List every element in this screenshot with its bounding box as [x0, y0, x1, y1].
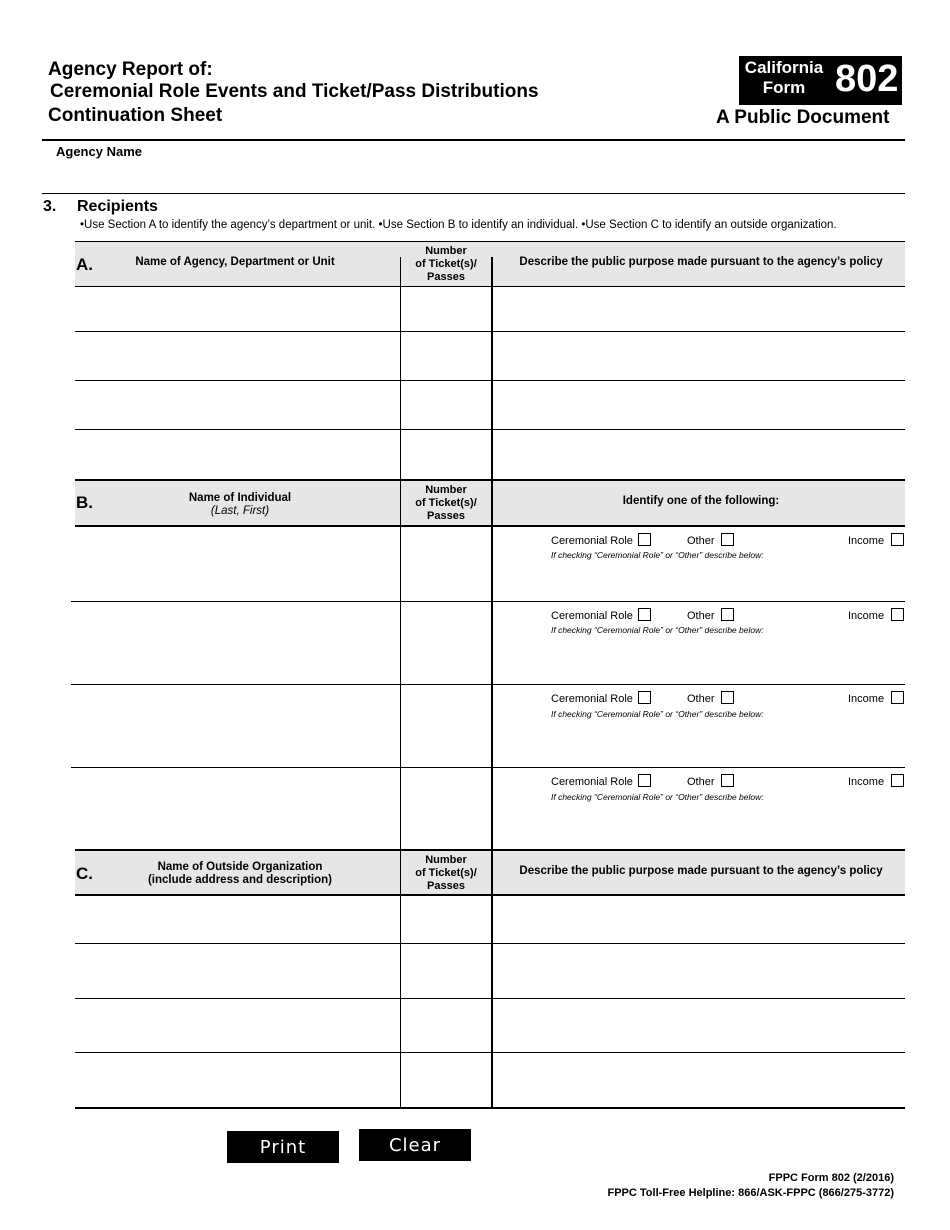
section-a-name-input[interactable] — [78, 335, 400, 379]
recipients-instructions: •Use Section A to identify the agency’s department or unit. •Use Section B to identify an individual. •Use Section C to identify an outside organization. — [80, 219, 837, 231]
row-rule — [71, 684, 905, 685]
section-b-col1-header — [100, 492, 380, 518]
form-title-line2: Ceremonial Role Events and Ticket/Pass Distributions — [50, 81, 539, 102]
agency-name-label: Agency Name — [56, 144, 142, 159]
header-rule — [42, 139, 905, 141]
income-label: Income — [848, 535, 885, 547]
section-a-tickets-input[interactable] — [404, 335, 492, 379]
col2-line1: Number — [425, 854, 467, 866]
col1-line2 — [100, 505, 380, 518]
other-checkbox[interactable] — [721, 691, 734, 704]
section-c-header-rule — [75, 894, 905, 896]
form-number: 802 — [835, 58, 899, 100]
row-rule — [71, 767, 905, 768]
ceremonial-role-label: Ceremonial Role — [551, 610, 633, 622]
col1-line1: Name of Individual — [188, 492, 292, 504]
other-label: Other — [687, 610, 715, 622]
col2-line2: of Ticket(s)/ — [415, 497, 477, 509]
section-a-purpose-input[interactable] — [497, 335, 905, 379]
describe-hint: If checking “Ceremonial Role” or “Other” describe below: — [551, 792, 764, 802]
ceremonial-role-checkbox[interactable] — [638, 691, 651, 704]
section-b-tickets-input[interactable] — [404, 607, 492, 681]
section-a-header-rule — [75, 286, 905, 287]
section-c-col2-header — [402, 854, 490, 893]
section-b-describe-input[interactable] — [548, 640, 904, 680]
section-c-purpose-input[interactable] — [497, 1003, 905, 1050]
describe-hint: If checking “Ceremonial Role” or “Other” describe below: — [551, 709, 764, 719]
section-a-tickets-input[interactable] — [404, 290, 492, 330]
row-rule — [75, 1052, 905, 1053]
col2-line3: Passes — [427, 880, 465, 892]
section-b-tickets-input[interactable] — [404, 690, 492, 764]
col2-line2: of Ticket(s)/ — [415, 258, 477, 270]
section-b-name-input[interactable] — [78, 607, 400, 681]
row-rule — [75, 331, 905, 332]
section-a-purpose-input[interactable] — [497, 433, 905, 477]
col1-line2: (include address and description) — [147, 874, 333, 886]
col2-line3: Passes — [427, 271, 465, 283]
section-a-name-input[interactable] — [78, 433, 400, 477]
badge-line2: Form — [762, 78, 806, 97]
section-a-tickets-input[interactable] — [404, 384, 492, 428]
other-label: Other — [687, 535, 715, 547]
describe-hint: If checking “Ceremonial Role” or “Other” describe below: — [551, 550, 764, 560]
other-label: Other — [687, 776, 715, 788]
agency-name-input[interactable] — [160, 156, 904, 192]
section-c-purpose-input[interactable] — [497, 900, 905, 942]
public-document-label: A Public Document — [716, 107, 890, 128]
income-checkbox[interactable] — [891, 608, 904, 621]
col1-line1: Name of Outside Organization — [157, 861, 323, 873]
section-c-col3-header: Describe the public purpose made pursuant to the agency’s policy — [519, 865, 883, 877]
section-a-col1-header: Name of Agency, Department or Unit — [135, 256, 335, 268]
form-id: FPPC Form 802 (2/2016) — [768, 1172, 894, 1184]
row-rule — [75, 380, 905, 381]
recipients-title: Recipients — [77, 198, 158, 215]
section-c-name-input[interactable] — [78, 1003, 400, 1050]
other-checkbox[interactable] — [721, 533, 734, 546]
col2-line1: Number — [425, 245, 467, 257]
income-checkbox[interactable] — [891, 533, 904, 546]
form-badge — [739, 56, 902, 105]
section-b-header-rule — [75, 525, 905, 527]
badge-line1: California — [744, 58, 824, 77]
section-c-tickets-input[interactable] — [404, 948, 492, 996]
form-title-line1: Agency Report of: — [48, 59, 213, 80]
section-c-tickets-input[interactable] — [404, 1057, 492, 1105]
section-b-col3-header: Identify one of the following: — [622, 495, 780, 507]
section-a-name-input[interactable] — [78, 384, 400, 428]
section-b-describe-input[interactable] — [548, 723, 904, 763]
income-checkbox[interactable] — [891, 774, 904, 787]
other-label: Other — [687, 693, 715, 705]
column-divider — [491, 257, 493, 1108]
income-label: Income — [848, 693, 885, 705]
section-b-name-input[interactable] — [78, 690, 400, 764]
col2-line2: of Ticket(s)/ — [415, 867, 477, 879]
section-c-tickets-input[interactable] — [404, 900, 492, 942]
section-c-purpose-input[interactable] — [497, 1057, 905, 1105]
section-b-col2-header — [402, 484, 490, 523]
section-number: 3. — [43, 198, 57, 215]
form-title-line3: Continuation Sheet — [48, 105, 223, 126]
table-bottom-rule — [75, 1107, 905, 1109]
section-c-name-input[interactable] — [78, 948, 400, 996]
describe-hint: If checking “Ceremonial Role” or “Other” describe below: — [551, 625, 764, 635]
section-a-tickets-input[interactable] — [404, 433, 492, 477]
ceremonial-role-checkbox[interactable] — [638, 774, 651, 787]
other-checkbox[interactable] — [721, 608, 734, 621]
col2-line1: Number — [425, 484, 467, 496]
section-a-col2-header — [402, 245, 490, 284]
section-c-letter: C. — [76, 864, 93, 883]
section-b-name-input[interactable] — [78, 532, 400, 598]
column-divider — [400, 257, 401, 1108]
section-c-tickets-input[interactable] — [404, 1003, 492, 1050]
col1-line2-italic: (Last, First) — [210, 505, 270, 517]
ceremonial-role-checkbox[interactable] — [638, 608, 651, 621]
income-checkbox[interactable] — [891, 691, 904, 704]
section-a-letter: A. — [76, 255, 93, 274]
section-b-describe-input[interactable] — [548, 806, 904, 846]
clear-button[interactable]: Clear — [359, 1129, 471, 1161]
agency-rule — [42, 193, 905, 194]
section-c-col1-header — [100, 861, 380, 887]
row-rule — [71, 601, 905, 602]
section-c-name-input[interactable] — [78, 1057, 400, 1105]
section-c-name-input[interactable] — [78, 900, 400, 942]
section-a-name-input[interactable] — [78, 290, 400, 330]
ceremonial-role-label: Ceremonial Role — [551, 776, 633, 788]
row-rule — [75, 998, 905, 999]
ceremonial-role-label: Ceremonial Role — [551, 535, 633, 547]
section-b-name-input[interactable] — [78, 773, 400, 847]
col2-line3: Passes — [427, 510, 465, 522]
section-a-purpose-input[interactable] — [497, 290, 905, 330]
section-b-tickets-input[interactable] — [404, 532, 492, 598]
other-checkbox[interactable] — [721, 774, 734, 787]
section-a-col3-header: Describe the public purpose made pursuant to the agency’s policy — [519, 256, 883, 268]
print-button[interactable]: Print — [227, 1131, 339, 1163]
section-c-purpose-input[interactable] — [497, 948, 905, 996]
ceremonial-role-checkbox[interactable] — [638, 533, 651, 546]
row-rule — [75, 943, 905, 944]
ceremonial-role-label: Ceremonial Role — [551, 693, 633, 705]
section-b-letter: B. — [76, 493, 93, 512]
income-label: Income — [848, 610, 885, 622]
row-rule — [75, 429, 905, 430]
section-b-describe-input[interactable] — [548, 564, 904, 598]
section-a-purpose-input[interactable] — [497, 384, 905, 428]
section-b-tickets-input[interactable] — [404, 773, 492, 847]
helpline: FPPC Toll-Free Helpline: 866/ASK-FPPC (866/275-3772) — [607, 1187, 894, 1199]
income-label: Income — [848, 776, 885, 788]
